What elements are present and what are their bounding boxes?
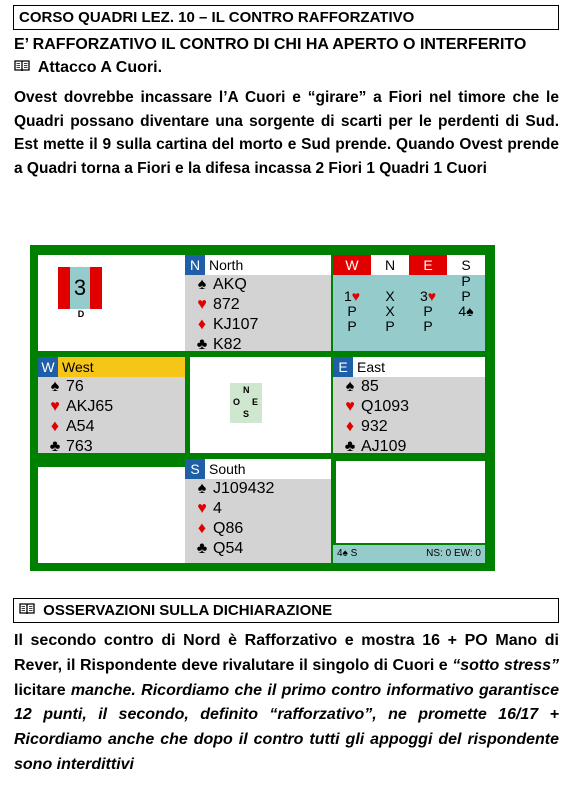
spade-icon: ♠ bbox=[197, 480, 207, 497]
spade-icon: ♠ bbox=[50, 378, 60, 395]
compass-e: E bbox=[252, 397, 259, 407]
board-number: 3 bbox=[73, 275, 87, 300]
hand-name-south: South bbox=[209, 461, 246, 477]
club-icon: ♣ bbox=[49, 438, 61, 455]
obs-text-4: manche. Ricordiamo che il primo contro informativo garantisce 12 punti, il secondo, definito “rafforzativo”, ne promette 16/17 + Ricordiamo anche che dopo il contro tutti gli appoggi del rispondente sono interdittivi bbox=[14, 681, 559, 773]
final-contract: 4♠ S bbox=[337, 548, 358, 559]
bid-cell: 4♠ bbox=[458, 303, 474, 319]
club-icon: ♣ bbox=[196, 336, 208, 353]
bid-cell: P bbox=[461, 273, 471, 289]
hand-name-east: East bbox=[357, 359, 386, 375]
bid-cell: P bbox=[423, 318, 433, 334]
east-spades: 85 bbox=[361, 378, 379, 395]
bid-cell bbox=[333, 274, 371, 289]
heart-icon: ♥ bbox=[345, 398, 355, 415]
heart-icon: ♥ bbox=[427, 288, 437, 304]
compass-s: S bbox=[243, 409, 250, 419]
heart-icon: ♥ bbox=[50, 398, 60, 415]
bid-cell bbox=[447, 319, 485, 334]
hand-east bbox=[333, 357, 485, 453]
bid-cell bbox=[409, 274, 447, 289]
heart-icon: ♥ bbox=[197, 500, 207, 517]
south-spades: J109432 bbox=[213, 480, 275, 497]
diamond-icon: ♦ bbox=[345, 418, 355, 435]
book-icon bbox=[14, 59, 34, 76]
club-icon: ♣ bbox=[196, 540, 208, 557]
spade-icon: ♠ bbox=[197, 276, 207, 293]
dealer-panel bbox=[38, 255, 185, 351]
bid-cell: P bbox=[347, 318, 357, 334]
vulnerability-right-stripe bbox=[90, 267, 102, 309]
bid-header-s: S bbox=[447, 255, 485, 275]
bid-cell: P bbox=[347, 303, 357, 319]
observations-title: OSSERVAZIONI SULLA DICHIARAZIONE bbox=[43, 602, 333, 619]
hand-west bbox=[38, 357, 185, 453]
bid-header-n: N bbox=[371, 255, 409, 275]
heart-icon: ♥ bbox=[351, 288, 361, 304]
dealer-indicator bbox=[46, 267, 116, 319]
vulnerability-card bbox=[58, 267, 102, 309]
result-bar bbox=[333, 545, 485, 563]
observations-header bbox=[13, 598, 559, 623]
west-clubs: 763 bbox=[66, 438, 93, 455]
bid-cell: P bbox=[385, 318, 395, 334]
lesson-subtitle: E’ RAFFORZATIVO IL CONTRO DI CHI HA APERTO O INTERFERITO bbox=[14, 36, 527, 53]
score-display: NS: 0 EW: 0 bbox=[426, 548, 481, 559]
diamond-icon: ♦ bbox=[50, 418, 60, 435]
west-spades: 76 bbox=[66, 378, 84, 395]
north-diamonds: KJ107 bbox=[213, 316, 259, 333]
east-clubs: AJ109 bbox=[361, 438, 407, 455]
lesson-title: CORSO QUADRI LEZ. 10 – IL CONTRO RAFFORZATIVO bbox=[13, 5, 559, 30]
dealer-label: D bbox=[77, 309, 85, 319]
opening-lead-text: Attacco A Cuori. bbox=[37, 59, 163, 76]
table-center bbox=[190, 357, 331, 453]
diamond-icon: ♦ bbox=[197, 520, 207, 537]
analysis-paragraph: Ovest dovrebbe incassare l’A Cuori e “girare” a Fiori nel timore che le Quadri possano diventare una sorgente di scarti per le perdenti di Sud. Est mette il 9 sulla cartina del morto e Sud prende. Quando Ovest prende a Quadri torna a Fiori e la difesa incassa 2 Fiori 1 Quadri 1 Cuori bbox=[14, 89, 559, 177]
spade-icon: ♠ bbox=[345, 378, 355, 395]
hand-name-north: North bbox=[209, 257, 244, 273]
north-spades: AKQ bbox=[213, 276, 247, 293]
obs-text-1: Il secondo contro di Nord è Rafforzativo e mostra 16 + PO Mano di Rever, il Rispondente deve rivalutare il singolo di Cuori e bbox=[14, 632, 559, 674]
seat-badge-north: N bbox=[185, 255, 205, 275]
bidding-header bbox=[333, 255, 485, 275]
bid-cell: P bbox=[461, 288, 471, 304]
south-clubs: Q54 bbox=[213, 540, 244, 557]
bid-header-w: W bbox=[333, 255, 371, 275]
south-hearts: 4 bbox=[213, 500, 222, 517]
compass-n: N bbox=[243, 385, 250, 395]
bidding-grid bbox=[333, 274, 485, 334]
bridge-board bbox=[30, 245, 495, 571]
bottom-left-panel bbox=[38, 467, 185, 563]
east-hearts: Q1093 bbox=[361, 398, 410, 415]
vulnerability-left-stripe bbox=[58, 267, 70, 309]
diamond-icon: ♦ bbox=[197, 316, 207, 333]
west-diamonds: A54 bbox=[66, 418, 95, 435]
obs-text-2: “sotto stress” bbox=[452, 656, 559, 674]
seat-badge-west: W bbox=[38, 357, 58, 377]
south-diamonds: Q86 bbox=[213, 520, 244, 537]
bid-cell: P bbox=[423, 303, 433, 319]
heart-icon: ♥ bbox=[197, 296, 207, 313]
opening-lead bbox=[14, 59, 162, 77]
observations-paragraph bbox=[14, 629, 559, 778]
bid-cell: 3♥ bbox=[419, 288, 437, 304]
bid-header-e: E bbox=[409, 255, 447, 275]
bottom-right-panel bbox=[336, 461, 485, 543]
compass-rose bbox=[230, 383, 262, 423]
club-icon: ♣ bbox=[344, 438, 356, 455]
hand-north bbox=[185, 255, 331, 351]
bid-cell bbox=[371, 274, 409, 289]
hand-south bbox=[185, 459, 331, 563]
west-hearts: AKJ65 bbox=[66, 398, 114, 415]
hand-name-west: West bbox=[62, 359, 94, 375]
east-diamonds: 932 bbox=[361, 418, 388, 435]
bid-cell: 1♥ bbox=[343, 288, 361, 304]
seat-badge-south: S bbox=[185, 459, 205, 479]
seat-badge-east: E bbox=[333, 357, 353, 377]
bid-cell: X bbox=[385, 288, 395, 304]
north-clubs: K82 bbox=[213, 336, 242, 353]
bidding-panel bbox=[333, 255, 485, 351]
north-hearts: 872 bbox=[213, 296, 240, 313]
obs-text-3: licitare bbox=[14, 681, 71, 699]
bid-cell: X bbox=[385, 303, 395, 319]
compass-o: O bbox=[233, 397, 241, 407]
book-icon bbox=[19, 599, 39, 622]
